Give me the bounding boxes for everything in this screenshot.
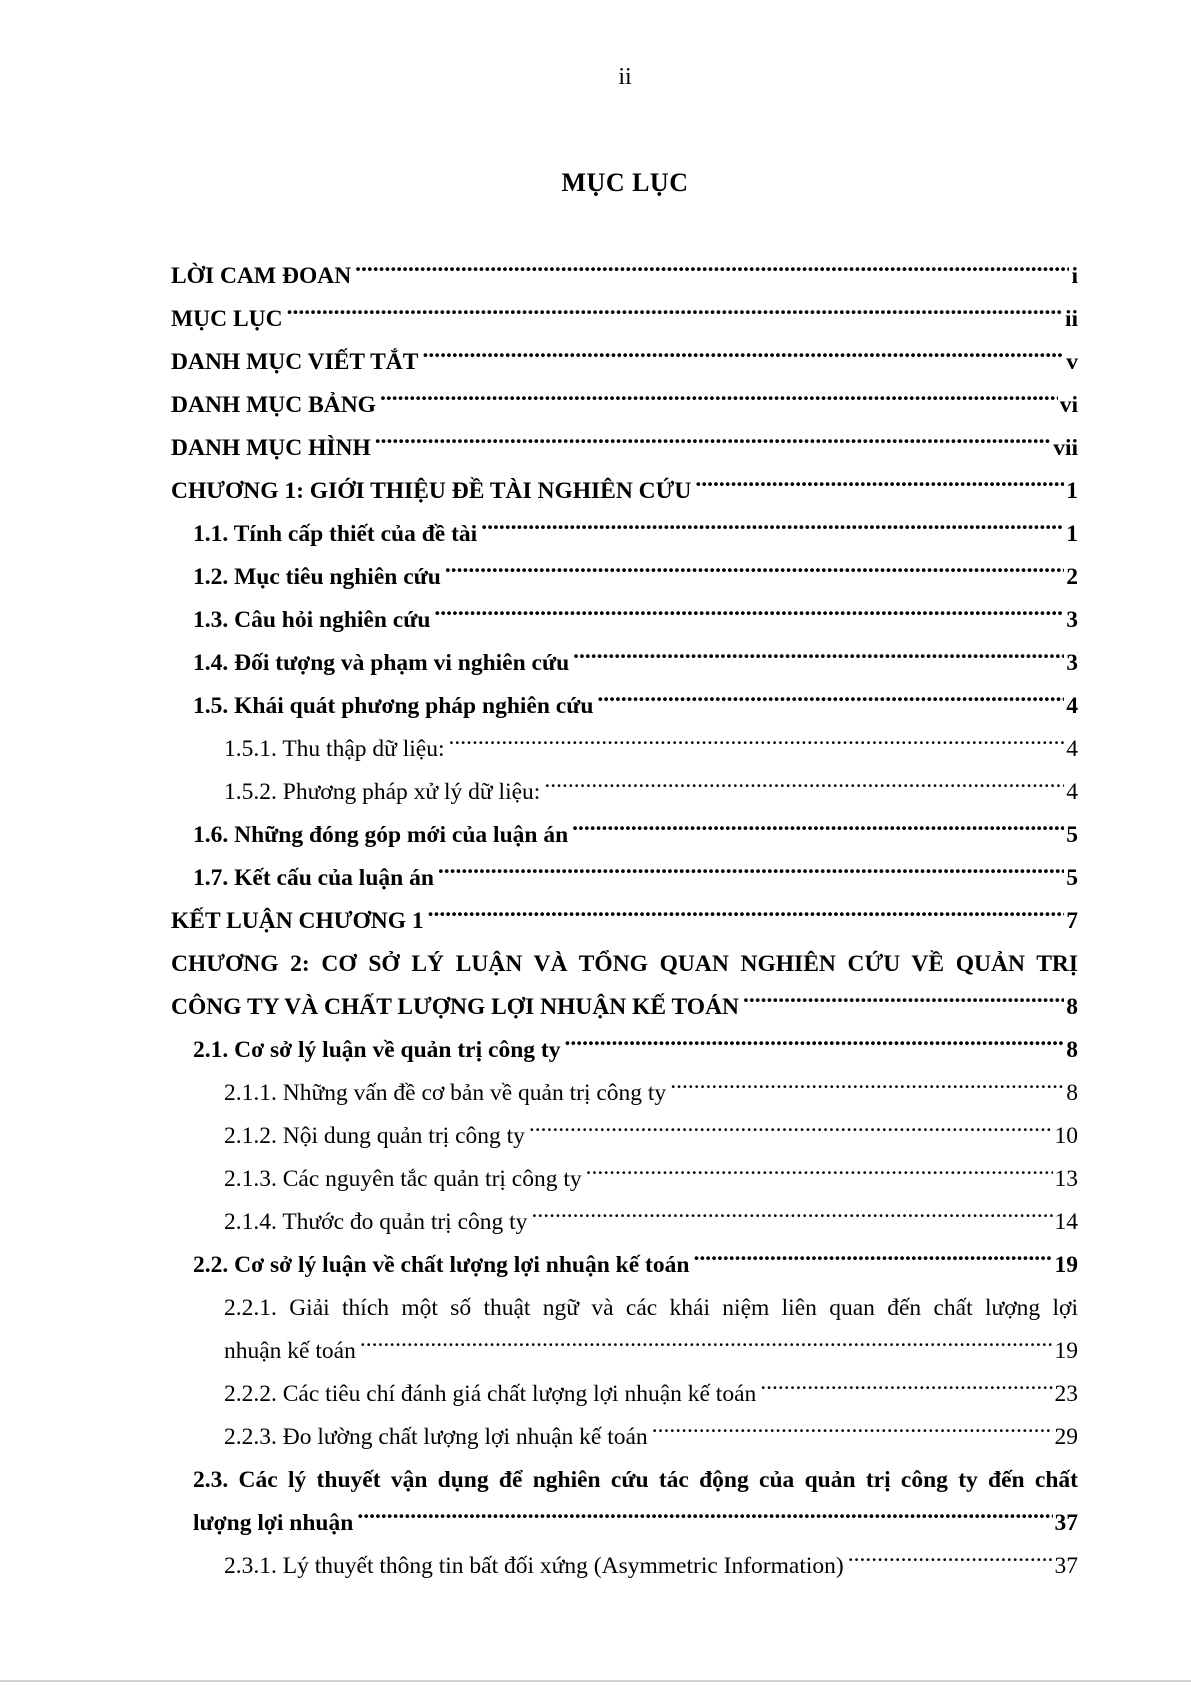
page-title: MỤC LỤC	[561, 168, 689, 197]
dot-leader	[438, 862, 1064, 886]
toc-entry-text: DANH MỤC VIẾT TẮT	[171, 349, 419, 375]
page-number: ii	[618, 64, 632, 90]
toc-entry[interactable]	[171, 771, 1078, 814]
toc-page-number: 2	[1066, 564, 1078, 590]
dot-leader	[355, 260, 1069, 284]
dot-leader	[760, 1378, 1052, 1402]
toc-entry-text: 1.6. Những đóng góp mới của luận án	[193, 822, 569, 848]
dot-leader	[287, 303, 1063, 327]
toc-entry-text: 1.5.2. Phương pháp xử lý dữ liệu:	[224, 779, 541, 805]
dot-leader	[573, 647, 1064, 671]
toc-entry-text: DANH MỤC BẢNG	[171, 392, 376, 418]
dot-leader	[572, 819, 1064, 843]
toc-page-number: 8	[1066, 1080, 1078, 1106]
toc-page-number: vi	[1059, 392, 1078, 418]
toc-entry[interactable]	[171, 384, 1078, 427]
toc-entry-text: 2.2. Cơ sở lý luận về chất lượng lợi nhuận kế toán	[193, 1252, 690, 1278]
toc-entry[interactable]	[171, 1545, 1078, 1588]
toc-entry[interactable]	[171, 298, 1078, 341]
dot-leader	[357, 1507, 1052, 1531]
toc-page-number: 8	[1066, 994, 1078, 1020]
dot-leader	[544, 776, 1064, 800]
toc-entry[interactable]	[171, 1158, 1078, 1201]
toc-page-number: 29	[1054, 1424, 1078, 1450]
dot-leader	[380, 389, 1058, 413]
toc-entry-text-continued: lượng lợi nhuận	[193, 1510, 354, 1536]
toc-entry[interactable]	[171, 1287, 1078, 1373]
toc-entry-text: 2.3. Các lý thuyết vận dụng để nghiên cứu tác động của quản trị công ty đến chất	[193, 1467, 1078, 1493]
toc-entry[interactable]	[171, 1373, 1078, 1416]
toc-page-number: vii	[1053, 435, 1078, 461]
toc-entry-text: 1.3. Câu hỏi nghiên cứu	[193, 607, 431, 633]
toc-page-number: v	[1066, 349, 1078, 375]
toc-entry-text-continued: CÔNG TY VÀ CHẤT LƯỢNG LỢI NHUẬN KẾ TOÁN	[171, 994, 740, 1020]
dot-leader	[564, 1034, 1064, 1058]
toc-page-number: 7	[1066, 908, 1078, 934]
toc-page-number: 5	[1066, 822, 1078, 848]
toc-entry-text-continued: nhuận kế toán	[224, 1338, 356, 1364]
dot-leader	[375, 432, 1051, 456]
toc-page-number: 4	[1066, 736, 1078, 762]
dot-leader	[531, 1206, 1052, 1230]
dot-leader	[597, 690, 1064, 714]
dot-leader	[422, 346, 1064, 370]
toc-page-number: 4	[1066, 779, 1078, 805]
toc-entry-text: MỤC LỤC	[171, 306, 283, 332]
toc-page-number: 1	[1066, 478, 1078, 504]
toc-entry[interactable]	[171, 642, 1078, 685]
toc-page-number: ii	[1064, 306, 1078, 332]
toc-entry[interactable]	[171, 341, 1078, 384]
toc-page-number: 14	[1054, 1209, 1078, 1235]
toc-entry[interactable]	[171, 1072, 1078, 1115]
toc-entry[interactable]	[171, 1416, 1078, 1459]
toc-page-number: 1	[1066, 521, 1078, 547]
toc-page-number: 19	[1054, 1252, 1078, 1278]
toc-page-number: 37	[1054, 1510, 1078, 1536]
toc-entry-text: 2.1.3. Các nguyên tắc quản trị công ty	[224, 1166, 582, 1192]
toc-entry[interactable]	[171, 513, 1078, 556]
toc-page-number: 19	[1054, 1338, 1078, 1364]
toc-entry-text: 1.5.1. Thu thập dữ liệu:	[224, 736, 445, 762]
toc-entry[interactable]	[171, 1029, 1078, 1072]
dot-leader	[434, 604, 1064, 628]
toc-page-number: 37	[1054, 1553, 1078, 1579]
toc-entry[interactable]	[171, 1244, 1078, 1287]
toc-entry-text: LỜI CAM ĐOAN	[171, 263, 352, 289]
dot-leader	[652, 1421, 1053, 1445]
toc-entry[interactable]	[171, 1459, 1078, 1545]
toc-entry-text: 1.7. Kết cấu của luận án	[193, 865, 434, 891]
toc-entry-text: 2.2.2. Các tiêu chí đánh giá chất lượng lợi nhuận kế toán	[224, 1381, 757, 1407]
toc-entry[interactable]	[171, 470, 1078, 513]
toc-entry[interactable]	[171, 900, 1078, 943]
page-bottom-divider	[0, 1680, 1191, 1682]
toc-entry[interactable]	[171, 1201, 1078, 1244]
toc-entry-text: 2.1.2. Nội dung quản trị công ty	[224, 1123, 525, 1149]
toc-entry[interactable]	[171, 427, 1078, 470]
toc-page-number: 5	[1066, 865, 1078, 891]
dot-leader	[586, 1163, 1053, 1187]
toc-page-number: i	[1071, 263, 1078, 289]
dot-leader	[693, 1249, 1052, 1273]
toc-entry[interactable]	[171, 556, 1078, 599]
dot-leader	[445, 561, 1064, 585]
toc-entry-text: 1.4. Đối tượng và phạm vi nghiên cứu	[193, 650, 570, 676]
toc-entry-text: 2.1.4. Thước đo quản trị công ty	[224, 1209, 528, 1235]
toc-entry-text: KẾT LUẬN CHƯƠNG 1	[171, 908, 424, 934]
table-of-contents	[171, 255, 1078, 1588]
toc-entry-text: DANH MỤC HÌNH	[171, 435, 371, 461]
toc-entry-text: CHƯƠNG 1: GIỚI THIỆU ĐỀ TÀI NGHIÊN CỨU	[171, 478, 692, 504]
toc-entry-text: 1.1. Tính cấp thiết của đề tài	[193, 521, 478, 547]
dot-leader	[449, 733, 1065, 757]
dot-leader	[848, 1550, 1053, 1574]
dot-leader	[670, 1077, 1064, 1101]
dot-leader	[360, 1335, 1053, 1359]
toc-page-number: 3	[1066, 607, 1078, 633]
toc-entry[interactable]	[171, 599, 1078, 642]
toc-entry-text: 2.2.1. Giải thích một số thuật ngữ và các khái niệm liên quan đến chất lượng lợi	[224, 1295, 1078, 1321]
toc-page-number: 23	[1054, 1381, 1078, 1407]
toc-entry-text: 2.2.3. Đo lường chất lượng lợi nhuận kế toán	[224, 1424, 648, 1450]
toc-entry[interactable]	[171, 943, 1078, 1029]
dot-leader	[529, 1120, 1053, 1144]
dot-leader	[695, 475, 1064, 499]
toc-page-number: 10	[1054, 1123, 1078, 1149]
toc-entry-text: 2.1. Cơ sở lý luận về quản trị công ty	[193, 1037, 561, 1063]
toc-entry-text: 1.2. Mục tiêu nghiên cứu	[193, 564, 441, 590]
toc-page-number: 4	[1066, 693, 1078, 719]
toc-entry[interactable]	[171, 255, 1078, 298]
toc-entry-text: CHƯƠNG 2: CƠ SỞ LÝ LUẬN VÀ TỔNG QUAN NGHIÊN CỨU VỀ QUẢN TRỊ	[171, 951, 1078, 977]
toc-entry[interactable]	[171, 814, 1078, 857]
toc-entry-text: 1.5. Khái quát phương pháp nghiên cứu	[193, 693, 594, 719]
dot-leader	[481, 518, 1064, 542]
toc-entry-text: 2.1.1. Những vấn đề cơ bản về quản trị công ty	[224, 1080, 667, 1106]
toc-page-number: 8	[1066, 1037, 1078, 1063]
toc-entry[interactable]	[171, 685, 1078, 728]
toc-page-number: 3	[1066, 650, 1078, 676]
toc-entry[interactable]	[171, 1115, 1078, 1158]
dot-leader	[428, 905, 1065, 929]
toc-entry[interactable]	[171, 728, 1078, 771]
dot-leader	[743, 991, 1064, 1015]
toc-entry[interactable]	[171, 857, 1078, 900]
toc-page-number: 13	[1054, 1166, 1078, 1192]
toc-entry-text: 2.3.1. Lý thuyết thông tin bất đối xứng (Asymmetric Information)	[224, 1553, 844, 1579]
